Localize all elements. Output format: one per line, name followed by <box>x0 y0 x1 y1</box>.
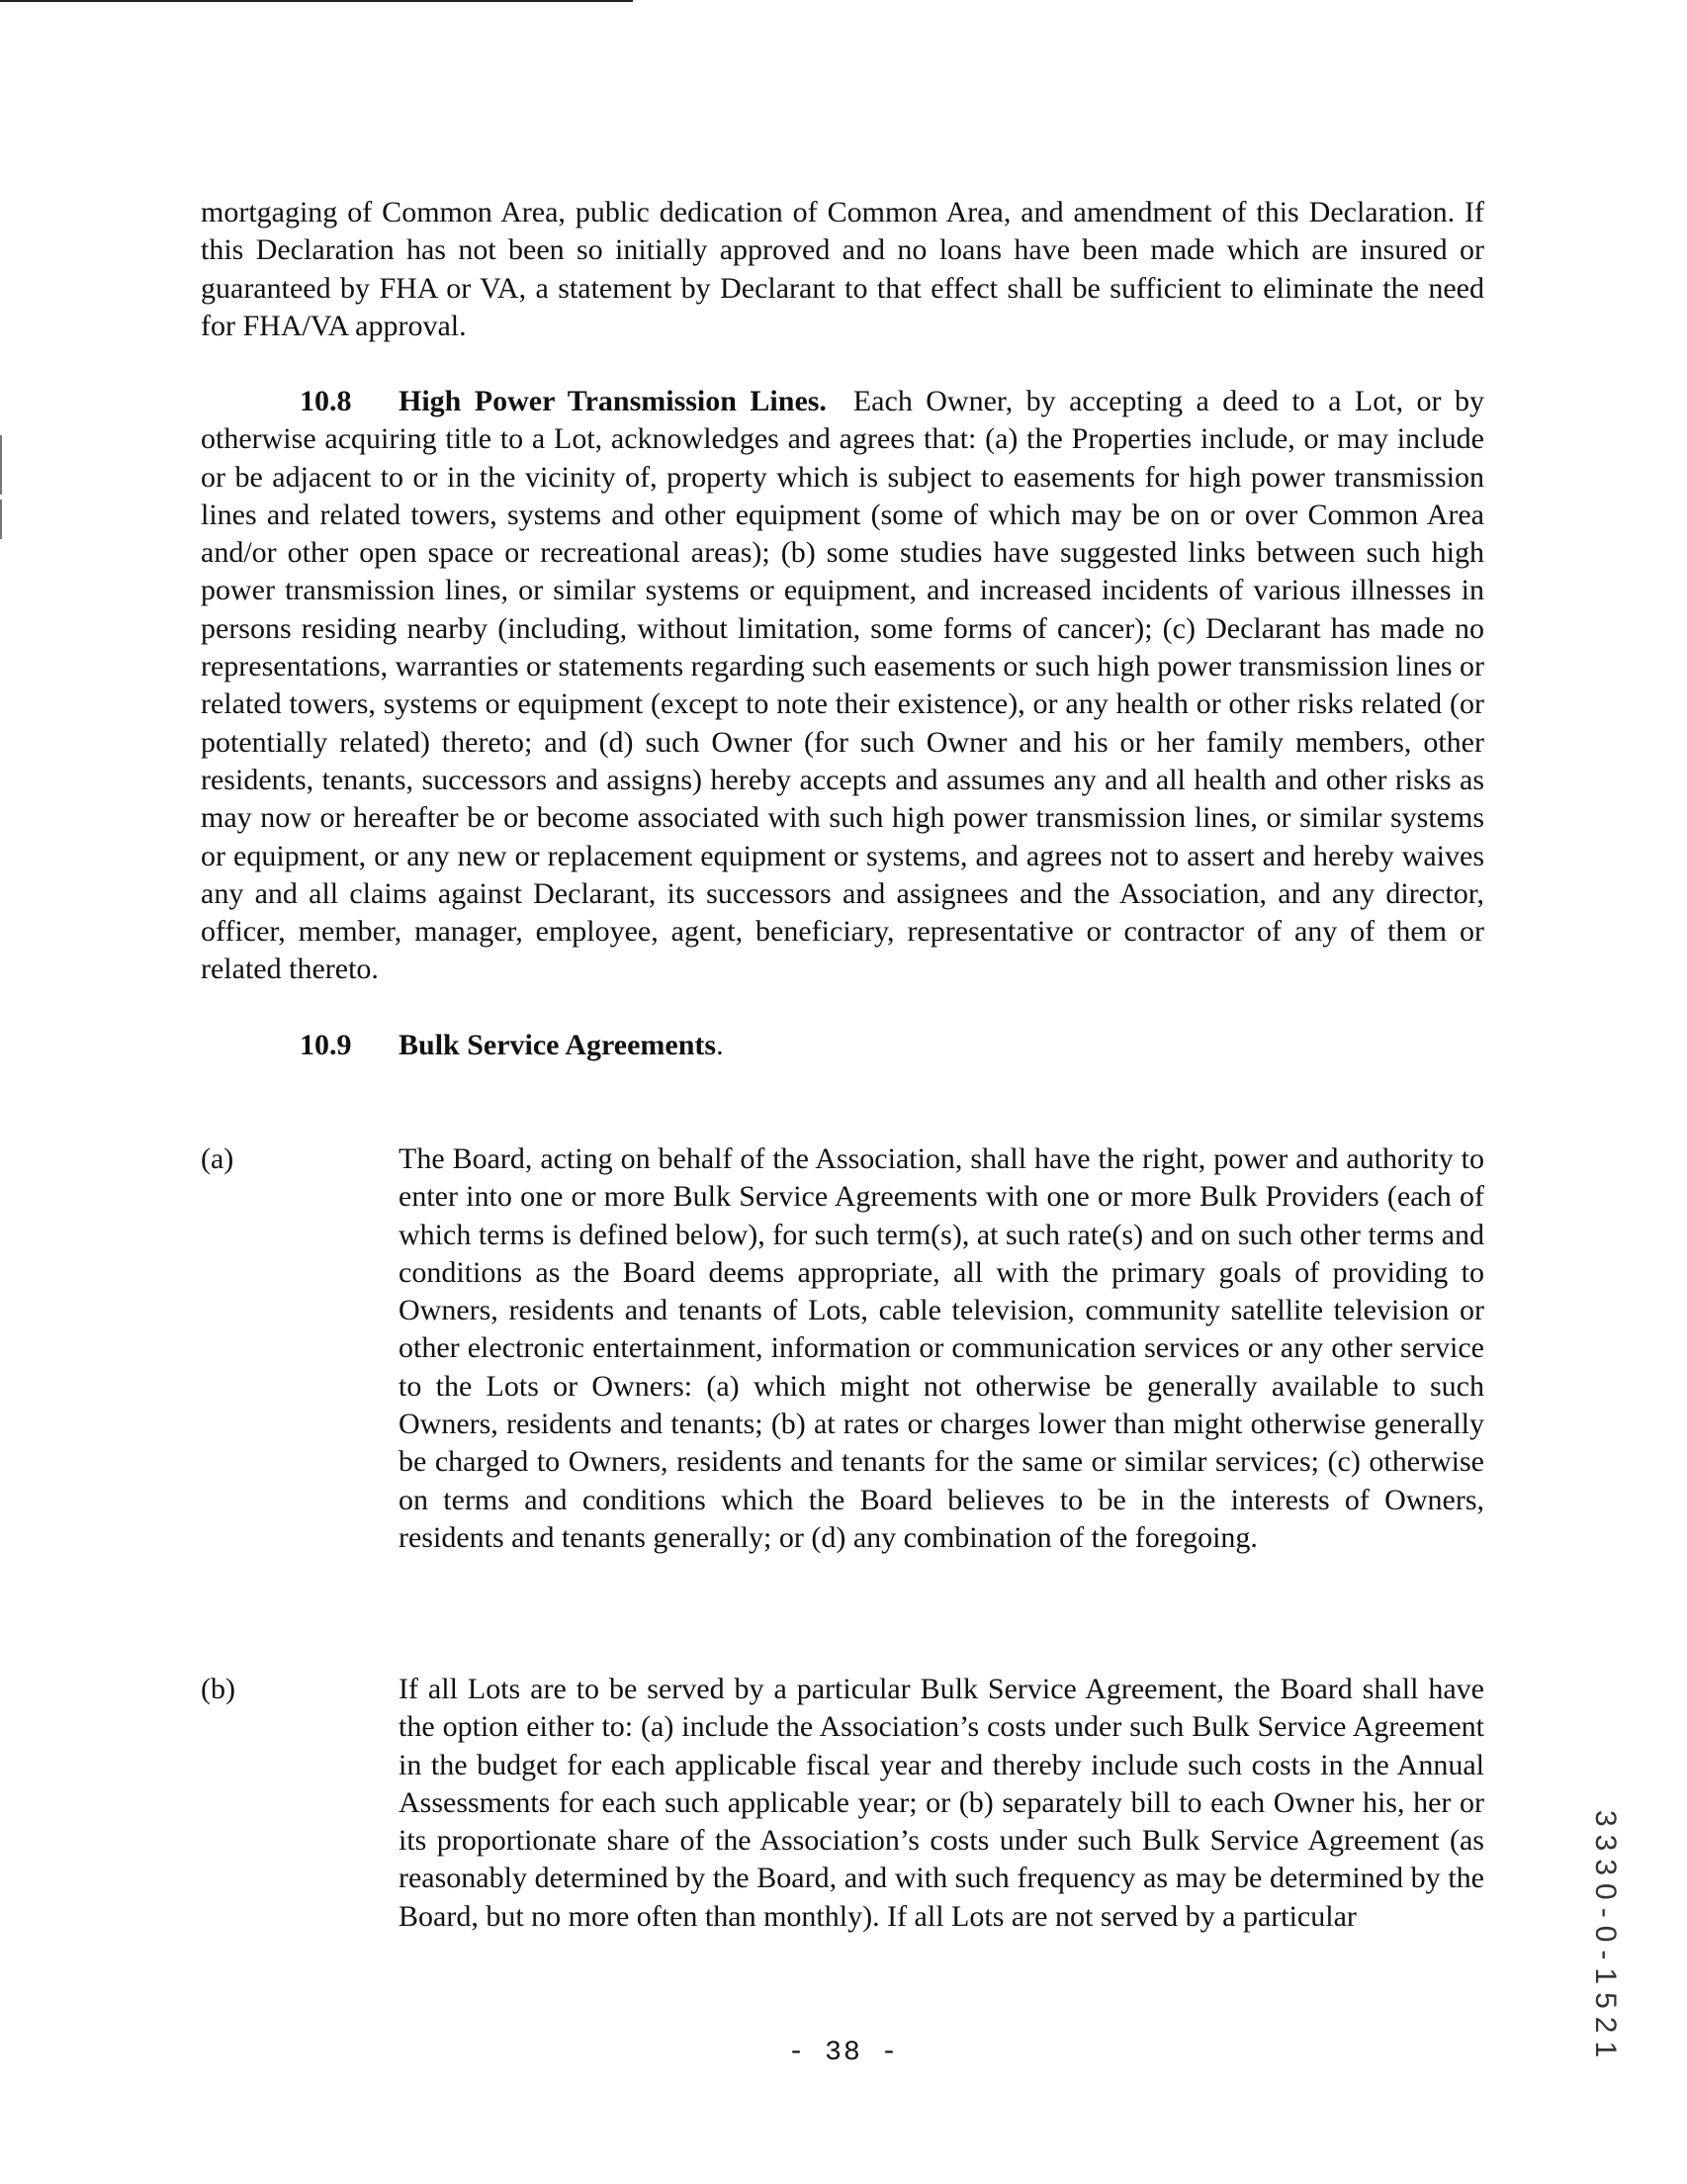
scan-top-edge <box>0 0 633 2</box>
section-10-8-title: High Power Transmission Lines. <box>399 385 827 417</box>
section-10-8 <box>201 383 1484 989</box>
section-10-8-body: Each Owner, by accepting a deed to a Lot, or by otherwise acquiring title to a Lot, acknowledges and agrees that: (a) the Properties include, or may include or be adjacent to or in the vicinity of, property which is subject to easements for high power transmission lines and related towers, systems and other equipment (some of which may be on or over Common Area and/or other open space or recreational areas); (b) some studies have suggested links between such high power transmission lines, or similar systems or equipment, and increased incidents of various illnesses in persons residing nearby (including, without limitation, some forms of cancer); (c) Declarant has made no representations, warranties or statements regarding such easements or such high power transmission lines or related towers, systems or equipment (except to note their existence), or any health or other risks related (or potentially related) thereto; and (d) such Owner (for such Owner and his or her family members, other residents, tenants, successors and assigns) hereby accepts and assumes any and all health and other risks as may now or hereafter be or become associated with such high power transmission lines, or similar systems or equipment, or any new or replacement equipment or systems, and agrees not to assert and hereby waives any and all claims against Declarant, its successors and assignees and the Association, and any director, officer, member, manager, employee, agent, beneficiary, representative or contractor of any of them or related thereto. <box>201 385 1484 986</box>
subsection-a-text: The Board, acting on behalf of the Association, shall have the right, power and authority to enter into one or more Bulk Service Agreements with one or more Bulk Providers (each of which terms is defined below), for such term(s), at such rate(s) and on such other terms and conditions as the Board deems appropriate, all with the primary goals of providing to Owners, residents and tenants of Lots, cable television, community satellite television or other electronic entertainment, information or communication services or any other service to the Lots or Owners: (a) which might not otherwise be generally available to such Owners, residents and tenants; (b) at rates or charges lower than might otherwise generally be charged to Owners, residents and tenants for the same or similar services; (c) otherwise on terms and conditions which the Board believes to be in the interests of Owners, residents and tenants generally; or (d) any combination of the foregoing. <box>399 1142 1485 1554</box>
section-10-9-title: Bulk Service Agreements <box>399 1029 717 1061</box>
scan-left-mark <box>0 435 2 495</box>
intro-paragraph <box>201 194 1484 345</box>
side-stamp: 3330-0-1521 <box>1589 1810 1622 2066</box>
section-10-9-number: 10.9 <box>300 1029 352 1061</box>
section-10-9-heading <box>201 1027 724 1064</box>
scan-left-mark <box>0 500 2 539</box>
section-10-8-number: 10.8 <box>300 385 352 417</box>
subsection-b-text: If all Lots are to be served by a particular Bulk Service Agreement, the Board shall have the option either to: (a) include the Association’s costs under such Bulk Service Agreement in the budget for each applicable fiscal year and thereby include such costs in the Annual Assessments for each such applicable year; or (b) separately bill to each Owner his, her or its proportionate share of the Association’s costs under such Bulk Service Agreement (as reasonably determined by the Board, and with such frequency as may be determined by the Board, but no more often than monthly). If all Lots are not served by a particular <box>399 1673 1484 1933</box>
intro-paragraph-text: mortgaging of Common Area, public dedication of Common Area, and amendment of this Declaration. If this Declaration has not been so initially approved and no loans have been made which are insured or guaranteed by FHA or VA, a statement by Declarant to that effect shall be sufficient to eliminate the need for FHA/VA approval. <box>201 196 1484 342</box>
subsection-b-label: (b) <box>201 1673 235 1705</box>
page-number: - 38 - <box>787 2038 900 2068</box>
subsection-a-label: (a) <box>201 1142 234 1175</box>
section-10-9-title-period: . <box>716 1029 724 1061</box>
